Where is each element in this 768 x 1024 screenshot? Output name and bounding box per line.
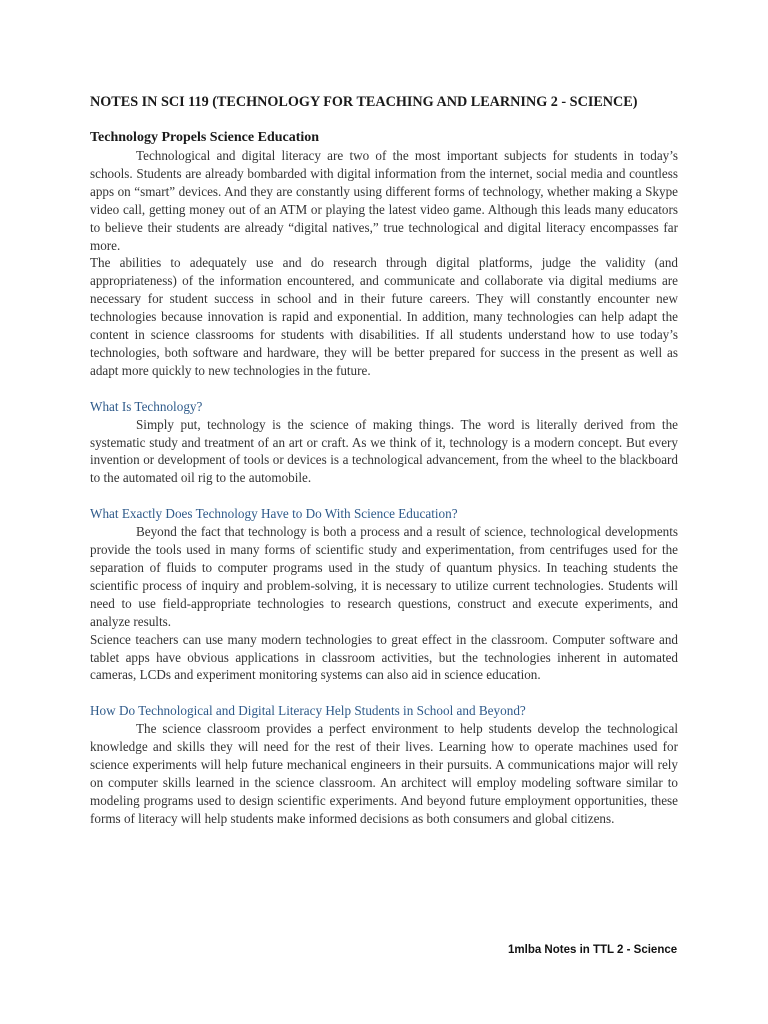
document-title: NOTES IN SCI 119 (TECHNOLOGY FOR TEACHING AND LEARNING 2 - SCIENCE)	[90, 94, 638, 110]
subheading-technology-and-science: What Exactly Does Technology Have to Do With Science Education?	[90, 506, 458, 522]
literacy-help-paragraph: The science classroom provides a perfect environment to help students develop the technological knowledge and skills they will need for the rest of their lives. Learning how to operate machines used for science experiments will help future mechanical engineers in their pursuits. A communications major will rely on computer skills learned in the science classroom. An architect will employ modeling software similar to modeling programs used to design scientific experiments. And beyond future employment opportunities, these forms of literacy will help students make informed decisions as both consumers and global citizens.	[90, 721, 678, 826]
section-title: Technology Propels Science Education	[90, 130, 320, 145]
intro-paragraph-1: Technological and digital literacy are two of the most important subjects for students in today’s schools. Students are already bombarded with digital information from the internet, social media and countless apps on “smart” devices. And they are constantly using different forms of technology, whether making a Skype video call, getting money out of an ATM or playing the latest video game. Although this leads many educators to believe their students are already “digital natives,” true technological and digital literacy encompasses far more.	[90, 148, 678, 253]
technology-science-paragraph-2: Science teachers can use many modern technologies to great effect in the classroom. Computer software and tablet apps have obvious applications in classroom activities, but the technologies inherent in automated cameras, LCDs and experiment monitoring systems can also aid in science education.	[90, 631, 678, 683]
subheading-what-is-technology: What Is Technology?	[90, 398, 203, 414]
intro-paragraph-2: The abilities to adequately use and do research through digital platforms, judge the validity (and appropriateness) of the information encountered, and communicate and collaborate via digital mediums are necessary for student success in school and in their future careers. They will constantly encounter new technologies because innovation is rapid and exponential. In addition, many technologies can help adapt the content in science classrooms for students with disabilities. If all students understand how to use today’s technologies, both software and hardware, they will be better prepared for success in the present as well as adapt more quickly to new technologies in the future.	[90, 255, 678, 378]
page-footer: 1mlba Notes in TTL 2 - Science	[508, 944, 678, 956]
subheading-literacy-help: How Do Technological and Digital Literacy Help Students in School and Beyond?	[90, 703, 526, 719]
technology-definition-paragraph: Simply put, technology is the science of making things. The word is literally derived from the systematic study and treatment of an art or craft. As we think of it, technology is a modern concept. But every invention or development of tools or devices is a technological advancement, from the wheel to the blackboard to the automated oil rig to the automobile.	[90, 416, 678, 486]
document-page	[90, 93, 678, 828]
technology-science-paragraph-1: Beyond the fact that technology is both a process and a result of science, technological developments provide the tools used in many forms of scientific study and experimentation, from centrifuges used for the separation of fluids to computer programs used in the study of quantum physics. In teaching students the scientific process of inquiry and problem-solving, it is necessary to utilize current technologies. Students will need to use field-appropriate technologies to research questions, construct and execute experiments, and analyze results.	[90, 524, 678, 629]
